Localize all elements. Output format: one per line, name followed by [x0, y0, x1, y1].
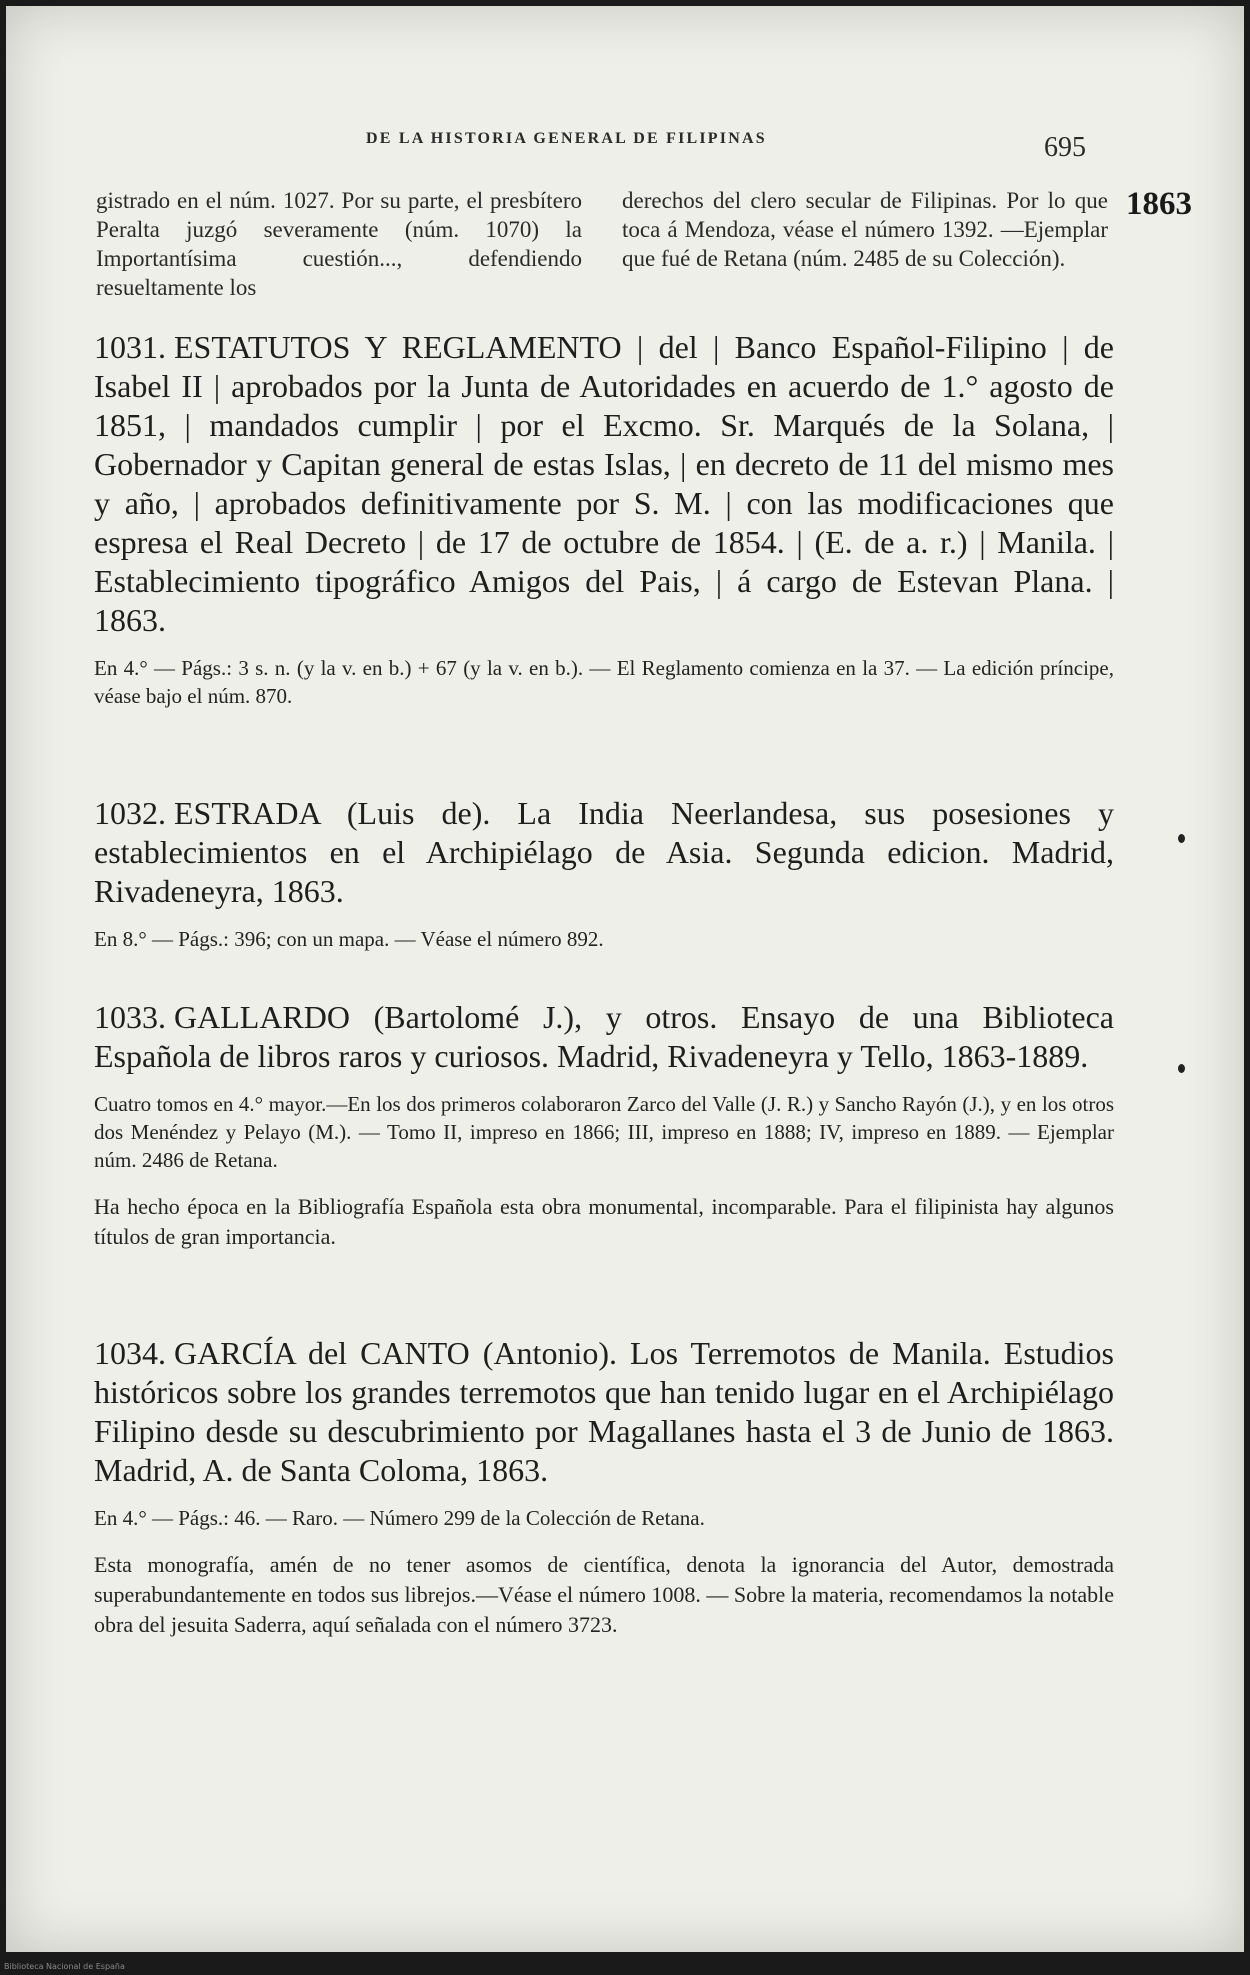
entry-text: GARCÍA del CANTO (Antonio). Los Terremotos de Manila. Estudios históricos sobre los grandes terremotos que han tenido lugar en el Archipiélago Filipino desde su descubrimiento por Magallanes hasta el 3 de Junio de 1863. Madrid, A. de Santa Coloma, 1863. — [94, 1335, 1114, 1488]
entry-text: ESTRADA (Luis de). La India Neerlandesa, sus posesiones y establecimientos en el Archipiélago de Asia. Segunda edicion. Madrid, Rivadeneyra, 1863. — [94, 795, 1114, 909]
entry-text: ESTATUTOS Y REGLAMENTO | del | Banco Español-Filipino | de Isabel II | aprobados por la Junta de Autoridades en acuerdo de 1.° agosto de 1851, | mandados cumplir | por el Excmo. Sr. Marqués de la Solana, | Gobernador y Capitan general de estas Islas, | en decreto de 11 del mismo mes y año, | aprobados definitivamente por S. M. | con las modificaciones que espresa el Real Decreto | de 17 de octubre de 1854. | (E. de a. r.) | Manila. | Establecimiento tipográfico Amigos del Pais, | á cargo de Estevan Plana. | 1863. — [94, 329, 1114, 638]
entry-note: Cuatro tomos en 4.° mayor.—En los dos primeros colaboraron Zarco del Valle (J. R.) y Sancho Rayón (J.), y en los otros dos Menéndez y Pelayo (M.). — Tomo II, impreso en 1866; III, impreso en 1888; IV, impreso en 1889. — Ejemplar núm. 2486 de Retana. — [94, 1092, 1114, 1172]
entry-1034 — [94, 1334, 1114, 1640]
entry-1031 — [94, 328, 1114, 710]
continuation-right: derechos del clero secular de Filipinas. Por lo que toca á Mendoza, véase el número 1392. —Ejemplar que fué de Retana (núm. 2485 de su Colección). — [622, 188, 1108, 271]
entry-1033 — [94, 998, 1114, 1252]
entry-number: 1034. — [94, 1335, 166, 1371]
entry-heading — [94, 328, 1114, 640]
entry-note: En 4.° — Págs.: 46. — Raro. — Número 299 de la Colección de Retana. — [94, 1506, 705, 1530]
entry-number: 1032. — [94, 795, 166, 831]
entry-note: En 4.° — Págs.: 3 s. n. (y la v. en b.) + 67 (y la v. en b.). — El Reglamento comienza en la 37. — La edición príncipe, véase bajo el núm. 870. — [94, 656, 1114, 708]
speck-mark — [1178, 834, 1185, 843]
page-number: 695 — [1044, 132, 1086, 163]
book-page — [6, 6, 1244, 1952]
entry-heading — [94, 1334, 1114, 1490]
entry-heading — [94, 794, 1114, 911]
scan-footer: Biblioteca Nacional de España — [4, 1962, 125, 1971]
entry-comment: Ha hecho época en la Bibliografía Española esta obra monumental, incomparable. Para el filipinista hay algunos títulos de gran importancia. — [94, 1194, 1114, 1249]
continuation-left: gistrado en el núm. 1027. Por su parte, el presbítero Peralta juzgó severamente (núm. 1070) la Importantísima cuestión..., defendiendo resueltamente los — [96, 188, 582, 300]
entry-number: 1031. — [94, 329, 166, 365]
entry-text: GALLARDO (Bartolomé J.), y otros. Ensayo de una Biblioteca Española de libros raros y curiosos. Madrid, Rivadeneyra y Tello, 1863-1889. — [94, 999, 1114, 1074]
running-title: DE LA HISTORIA GENERAL DE FILIPINAS — [366, 130, 767, 147]
side-year: 1863 — [1126, 186, 1192, 222]
speck-mark — [1178, 1064, 1185, 1073]
entry-comment: Esta monografía, amén de no tener asomos de científica, denota la ignorancia del Autor, demostrada superabundantemente en todos sus librejos.—Véase el número 1008. — Sobre la materia, recomendamos la notable obra del jesuita Saderra, aquí señalada con el número 3723. — [94, 1552, 1114, 1637]
entry-number: 1033. — [94, 999, 166, 1035]
entry-1032 — [94, 794, 1114, 953]
entry-note: En 8.° — Págs.: 396; con un mapa. — Véase el número 892. — [94, 927, 604, 951]
entry-heading — [94, 998, 1114, 1076]
